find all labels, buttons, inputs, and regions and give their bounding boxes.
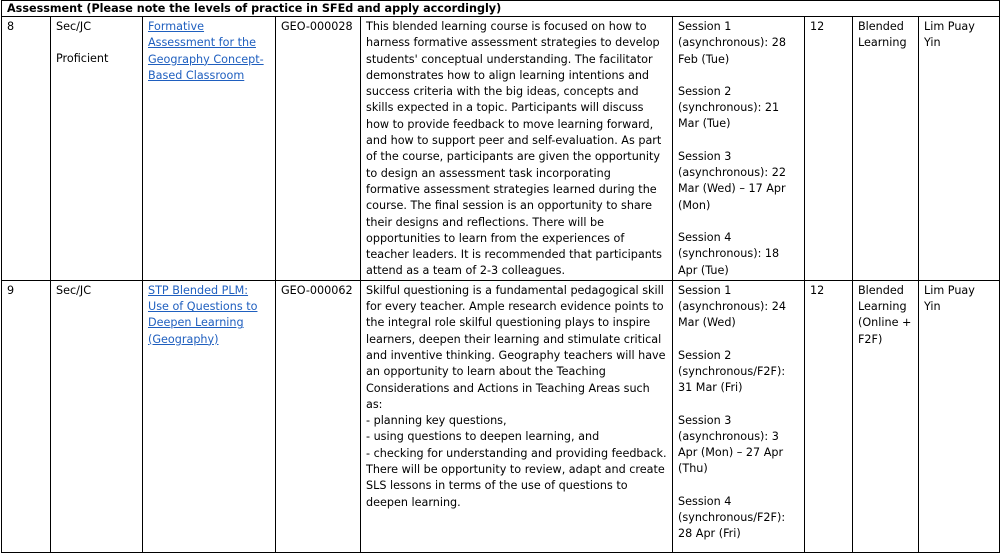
description-outro: There will be opportunity to review, adapt and create SLS lessons in terms of the use of questions to deepen learning. [366, 463, 665, 509]
description-intro: Skilful questioning is a fundamental pedagogical skill for every teacher. Ample research evidence points to the integral role skilful questioning plays to inspire learners, deepen their learning and stimulate critical and inventive thinking. Geography teachers will have an opportunity to learn about the Teaching Considerations and Actions in Teaching Areas such as: [366, 283, 666, 411]
level-cell [51, 17, 143, 281]
level-text: Sec/JC [56, 283, 92, 297]
hours: 12 [805, 280, 853, 552]
session-item: Session 2 (synchronous/F2F): 31 Mar (Fri) [678, 348, 786, 395]
mode: Blended Learning [853, 17, 919, 281]
facilitator: Lim Puay Yin [919, 17, 1000, 281]
level-text: Sec/JC [56, 20, 92, 33]
session-item: Session 4 (synchronous/F2F): 28 Apr (Fri) [678, 494, 786, 541]
description-point: - using questions to deepen learning, and [366, 430, 600, 444]
session-item: Session 4 (synchronous): 18 Apr (Tue) [678, 230, 780, 277]
course-code: GEO-000028 [276, 17, 361, 281]
sessions-cell [673, 17, 805, 281]
row-number: 8 [2, 17, 51, 281]
table-row [2, 17, 1000, 281]
course-title-link[interactable]: Formative Assessment for the Geography Concept-Based Classroom [148, 20, 264, 82]
mode: Blended Learning (Online + F2F) [853, 280, 919, 552]
practice-level: Proficient [56, 52, 109, 66]
course-title-link[interactable]: STP Blended PLM: Use of Questions to Deepen Learning (Geography) [148, 283, 258, 346]
session-item: Session 3 (asynchronous): 3 Apr (Mon) – 27 Apr (Thu) [678, 413, 784, 476]
session-item: Session 1 (asynchronous): 24 Mar (Wed) [678, 283, 786, 330]
course-description: This blended learning course is focused on how to harness formative assessment strategies to develop students' conceptual understanding. The facilitator demonstrates how to align learning intentions and success criteria with the big ideas, concepts and skills expected in a topic. Participants will discuss how to provide feedback to move learning forward, and how to support peer and self-evaluation. As part of the course, participants are given the opportunity to design an assessment task incorporating formative assessment strategies learned during the course. The final session is an opportunity to share their designs and reflections. There will be opportunities to learn from the experiences of teacher leaders. It is recommended that participants attend as a team of 2-3 colleagues. [361, 17, 673, 281]
course-title-cell [143, 280, 276, 552]
course-title-cell [143, 17, 276, 281]
session-item: Session 2 (synchronous): 21 Mar (Tue) [678, 84, 780, 131]
table-row [2, 280, 1000, 552]
facilitator: Lim Puay Yin [919, 280, 1000, 552]
hours: 12 [805, 17, 853, 281]
sessions-cell [673, 280, 805, 552]
course-table [1, 0, 1000, 553]
session-item: Session 3 (asynchronous): 22 Mar (Wed) – 17 Apr (Mon) [678, 149, 786, 212]
description-point: - checking for understanding and providing feedback. [366, 446, 667, 460]
section-title: Assessment (Please note the levels of practice in SFEd and apply accordingly) [2, 1, 1000, 17]
section-header-row [2, 1, 1000, 17]
course-code: GEO-000062 [276, 280, 361, 552]
row-number: 9 [2, 280, 51, 552]
description-point: - planning key questions, [366, 414, 507, 428]
level-cell [51, 280, 143, 552]
course-description [361, 280, 673, 552]
session-item: Session 1 (asynchronous): 28 Feb (Tue) [678, 20, 786, 66]
